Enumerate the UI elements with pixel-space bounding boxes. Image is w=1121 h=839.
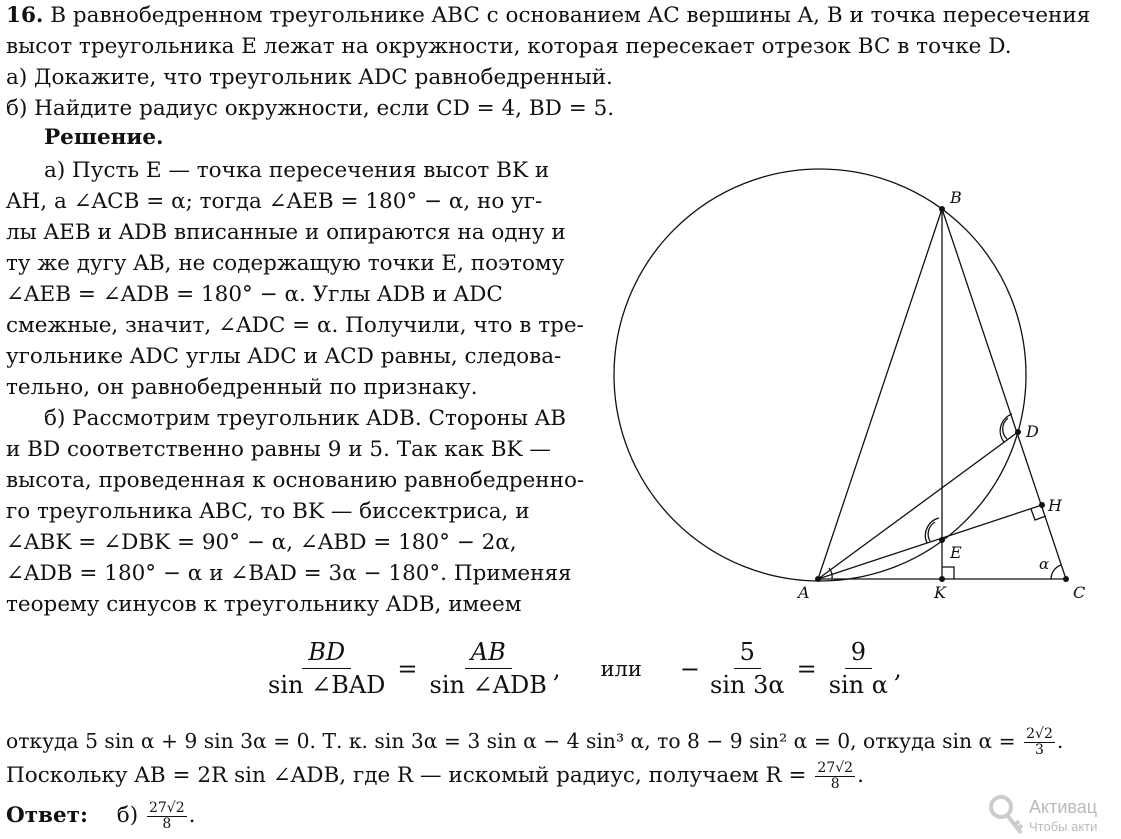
frac-den: sin α xyxy=(828,671,888,699)
answer-line xyxy=(6,800,195,832)
equals-sign: = xyxy=(796,654,817,683)
solution-line: лы AEB и ADB вписанные и опираются на одну и xyxy=(6,220,566,245)
point-b xyxy=(939,206,945,212)
answer-label: Ответ: xyxy=(6,803,88,828)
frac-num: BD xyxy=(302,636,351,669)
watermark-line-1: Активац xyxy=(1029,797,1098,817)
frac-den: 8 xyxy=(830,775,840,792)
solution-line: AH, а ∠ACB = α; тогда ∠AEB = 180° − α, но уг- xyxy=(6,189,543,214)
minus-sign: − xyxy=(679,654,701,683)
point-c xyxy=(1063,576,1069,582)
point-d xyxy=(1015,429,1021,435)
segment-ad xyxy=(818,432,1018,579)
answer-part: б) xyxy=(116,803,139,828)
solution-line: угольнике ADC углы ADC и ACD равны, следова- xyxy=(6,344,562,369)
point-a xyxy=(815,576,821,582)
after-text-2: Поскольку AB = 2R sin ∠ADB, где R — искомый радиус, получаем R = xyxy=(6,763,807,788)
comma: , xyxy=(552,654,561,683)
solution-heading: Решение. xyxy=(44,125,164,150)
solution-line: тельно, он равнобедренный по признаку. xyxy=(6,375,478,400)
solution-line: теорему синусов к треугольнику ADB, имеем xyxy=(6,592,522,617)
label-b: B xyxy=(950,188,962,207)
solution-line: го треугольника ABC, то BK — биссектриса, и xyxy=(6,499,530,524)
segment-bc xyxy=(942,209,1066,579)
problem-line-1 xyxy=(6,0,1090,31)
comma: , xyxy=(893,654,902,683)
fraction-sin-alpha xyxy=(1024,727,1055,758)
solution-line: ∠ABK = ∠DBK = 90° − α, ∠ABD = 180° − 2α, xyxy=(6,530,517,555)
circumcircle xyxy=(614,169,1026,581)
solution-line: и BD соответственно равны 9 и 5. Так как BK — xyxy=(6,437,551,462)
watermark-line-2: Чтобы акти xyxy=(1029,819,1098,834)
solution-line: ту же дугу AB, не содержащую точки E, поэтому xyxy=(6,251,565,276)
answer-fraction xyxy=(147,801,187,832)
fraction-5-sin3a xyxy=(704,636,791,701)
frac-num: 27√2 xyxy=(148,799,185,816)
frac-den: sin ∠ADB xyxy=(429,671,547,699)
label-a: A xyxy=(798,583,810,602)
problem-number: 16. xyxy=(6,3,44,28)
point-k xyxy=(939,576,945,582)
period: . xyxy=(857,763,864,788)
solution-after-line-1 xyxy=(6,726,1063,758)
frac-den: 3 xyxy=(1035,742,1044,758)
equals-sign: = xyxy=(397,654,418,683)
label-h: H xyxy=(1048,496,1062,515)
solution-line: ∠AEB = ∠ADB = 180° − α. Углы ADB и ADC xyxy=(6,282,503,307)
geometry-figure xyxy=(598,150,1103,610)
frac-num: 27√2 xyxy=(817,759,854,776)
problem-line-2: высот треугольника E лежат на окружности, которая пересекает отрезок BC в точке D. xyxy=(6,34,1012,59)
fraction-r xyxy=(815,761,855,792)
label-k: K xyxy=(934,583,946,602)
frac-den: 8 xyxy=(162,815,172,832)
solution-after-line-2 xyxy=(6,760,864,792)
or-word: или xyxy=(600,656,642,681)
label-alpha: α xyxy=(1039,555,1050,573)
fraction-ab-sinadb xyxy=(424,636,553,701)
altitude-ah xyxy=(818,505,1042,579)
frac-num: 5 xyxy=(734,636,761,669)
problem-part-b: б) Найдите радиус окружности, если CD = 4, BD = 5. xyxy=(6,96,615,121)
solution-line: б) Рассмотрим треугольник ADB. Стороны AB xyxy=(44,406,567,431)
after-text-1: откуда 5 sin α + 9 sin 3α = 0. Т. к. sin 3α = 3 sin α − 4 sin³ α, то 8 − 9 sin² α = 0, откуда sin α = xyxy=(6,729,1016,753)
solution-line: а) Пусть E — точка пересечения высот BK и xyxy=(44,158,550,183)
problem-part-a: а) Докажите, что треугольник ADC равнобедренный. xyxy=(6,65,613,90)
key-icon xyxy=(985,793,1025,837)
sine-law-equation xyxy=(262,636,902,701)
problem-text-1: В равнобедренном треугольнике ABC с основанием AC вершины A, B и точка пересечения xyxy=(50,3,1091,28)
frac-den: sin 3α xyxy=(710,671,785,699)
fraction-9-sina xyxy=(823,636,894,701)
period: . xyxy=(188,803,196,828)
frac-den: sin ∠BAD xyxy=(268,671,386,699)
frac-num: AB xyxy=(465,636,512,669)
label-c: C xyxy=(1073,583,1086,602)
solution-line: ∠ADB = 180° − α и ∠BAD = 3α − 180°. Применяя xyxy=(6,561,572,586)
label-d: D xyxy=(1026,422,1039,441)
fraction-bd-sinbad xyxy=(262,636,391,701)
segment-ab xyxy=(818,209,942,579)
frac-num: 9 xyxy=(845,636,872,669)
solution-line: смежные, значит, ∠ADC = α. Получили, что в тре- xyxy=(6,313,584,338)
frac-num: 2√2 xyxy=(1026,726,1053,742)
angle-arc-c xyxy=(1051,565,1061,579)
point-h xyxy=(1039,502,1045,508)
period: . xyxy=(1056,729,1064,753)
point-e xyxy=(939,537,945,543)
activation-watermark xyxy=(981,789,1121,839)
label-e: E xyxy=(950,543,962,562)
solution-line: высота, проведенная к основанию равнобедренно- xyxy=(6,468,585,493)
